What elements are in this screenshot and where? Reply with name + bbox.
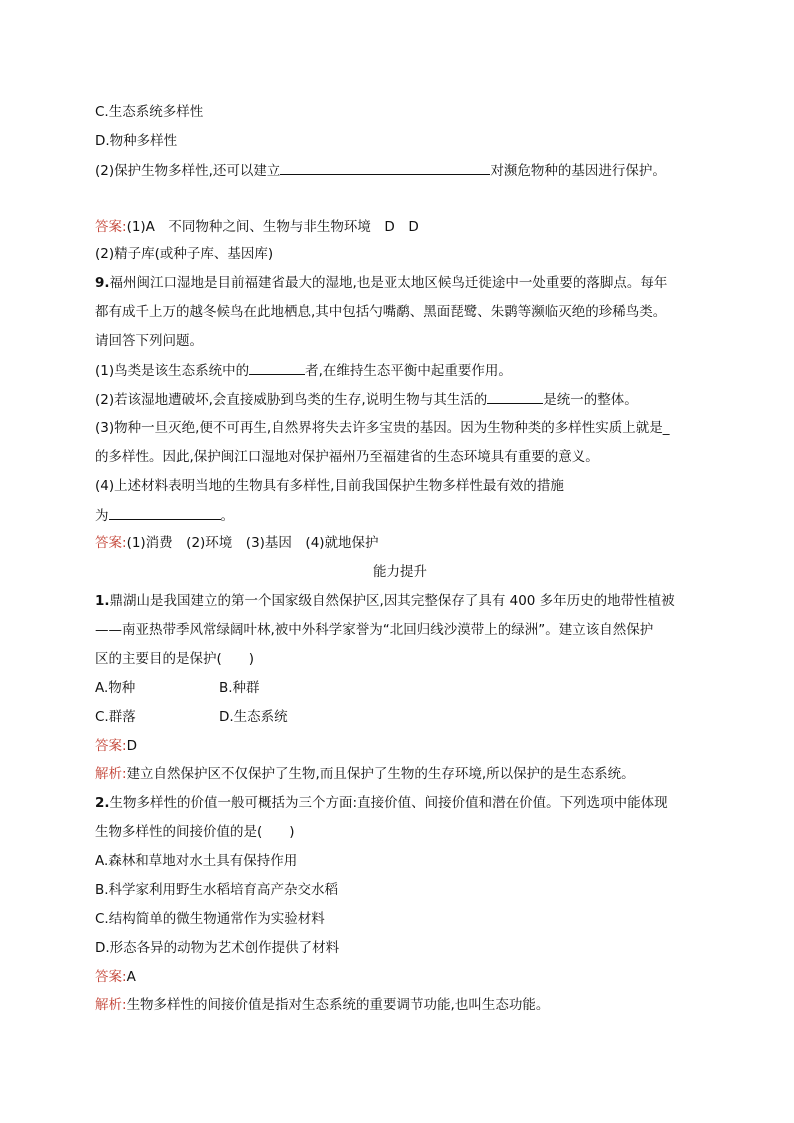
p1-stem-line-2: ——南亚热带季风常绿阔叶林,被中外科学家誉为“北回归线沙漠带上的绿洲”。建立该自然保护 — [95, 622, 654, 638]
q8-option-d: D.物种多样性 — [95, 133, 178, 149]
p1-stem-text-1: 鼎湖山是我国建立的第一个国家级自然保护区,因其完整保存了具有 400 多年历史的地带性植被 — [109, 593, 675, 609]
q8-sub2-suffix: 对濒危物种的基因进行保护。 — [490, 163, 666, 179]
q9-subquestion-4-line-1: (4)上述材料表明当地的生物具有多样性,目前我国保护生物多样性最有效的措施 — [95, 478, 564, 494]
q9-sub4-suffix: 。 — [220, 508, 234, 524]
q9-subquestion-1 — [95, 360, 705, 381]
p2-option-a: A.森林和草地对水土具有保持作用 — [95, 853, 298, 869]
p1-answer — [95, 736, 705, 756]
q9-stem-text-1: 福州闽江口湿地是目前福建省最大的湿地,也是亚太地区候鸟迁徙途中一处重要的落脚点。每年 — [109, 275, 668, 291]
analysis-label: 解析: — [95, 997, 127, 1013]
p1-stem-line-3: 区的主要目的是保护( ) — [95, 651, 255, 667]
q9-sub2-prefix: (2)若该湿地遭破坏,会直接威胁到鸟类的生存,说明生物与其生活的 — [95, 392, 488, 408]
q9-subquestion-2 — [95, 389, 705, 410]
p1-analysis-text: 建立自然保护区不仅保护了生物,而且保护了生物的生存环境,所以保护的是生态系统。 — [126, 766, 635, 782]
p1-option-d: D.生态系统 — [219, 709, 288, 725]
p2-stem-line-1 — [95, 793, 705, 813]
answer-label: 答案: — [95, 969, 127, 985]
q8-answer-line-1 — [95, 217, 705, 237]
q9-stem-line-2: 都有成千上万的越冬候鸟在此地栖息,其中包括勺嘴鹬、黑面琵鹭、朱鹮等濒临灭绝的珍稀鸟类。 — [95, 304, 667, 320]
answer-blank — [109, 505, 221, 520]
p1-answer-value: D — [126, 738, 137, 754]
p1-options-row-1 — [95, 678, 705, 698]
p2-answer — [95, 967, 705, 987]
p1-stem-line-1 — [95, 591, 705, 611]
q9-subquestion-3-line-2: 的多样性。因此,保护闽江口湿地对保护福州乃至福建省的生态环境具有重要的意义。 — [95, 449, 599, 465]
answer-label: 答案: — [95, 738, 127, 754]
q9-sub1-suffix: 者,在维持生态平衡中起重要作用。 — [305, 363, 512, 379]
p1-option-b: B.种群 — [219, 680, 260, 696]
q9-answer-text: (1)消费 (2)环境 (3)基因 (4)就地保护 — [126, 535, 379, 551]
q8-sub2-prefix: (2)保护生物多样性,还可以建立 — [95, 163, 281, 179]
answer-label: 答案: — [95, 219, 127, 235]
q8-option-c: C.生态系统多样性 — [95, 104, 204, 120]
answer-blank — [249, 360, 305, 375]
p2-answer-value: A — [126, 969, 136, 985]
p2-stem-text-1: 生物多样性的价值一般可概括为三个方面:直接价值、间接价值和潜在价值。下列选项中能体现 — [109, 795, 668, 811]
p2-analysis-text: 生物多样性的间接价值是指对生态系统的重要调节功能,也叫生态功能。 — [126, 997, 550, 1013]
answer-label: 答案: — [95, 535, 127, 551]
analysis-label: 解析: — [95, 766, 127, 782]
p2-stem-line-2: 生物多样性的间接价值的是( ) — [95, 824, 295, 840]
answer-blank — [280, 160, 490, 175]
p2-analysis — [95, 995, 705, 1015]
answer-blank — [487, 389, 543, 404]
question-number: 2. — [95, 795, 110, 811]
q9-sub1-prefix: (1)鸟类是该生态系统中的 — [95, 363, 250, 379]
q9-subquestion-4-line-2 — [95, 505, 705, 526]
question-number: 1. — [95, 593, 110, 609]
p1-option-a: A.物种 — [95, 680, 136, 696]
question-number: 9. — [95, 275, 110, 291]
p1-analysis — [95, 764, 705, 784]
q9-answer — [95, 533, 705, 553]
q8-subquestion-2 — [95, 160, 705, 181]
q9-stem-line-3: 请回答下列问题。 — [95, 333, 203, 349]
q8-answer-text-1: (1)A 不同物种之间、生物与非生物环境 D D — [126, 219, 419, 235]
p2-option-c: C.结构简单的微生物通常作为实验材料 — [95, 911, 325, 927]
p2-option-d: D.形态各异的动物为艺术创作提供了材料 — [95, 940, 340, 956]
p2-option-b: B.科学家利用野生水稻培育高产杂交水稻 — [95, 882, 339, 898]
q9-subquestion-3-line-1: (3)物种一旦灭绝,便不可再生,自然界将失去许多宝贵的基因。因为生物种类的多样性实质上就是_ — [95, 420, 670, 436]
p1-options-row-2 — [95, 707, 705, 727]
q8-answer-line-2: (2)精子库(或种子库、基因库) — [95, 246, 274, 262]
q9-stem-line-1 — [95, 273, 705, 293]
q9-sub4-prefix: 为 — [95, 508, 109, 524]
section-title: 能力提升 — [373, 564, 427, 580]
q9-sub2-suffix: 是统一的整体。 — [543, 392, 638, 408]
p1-option-c: C.群落 — [95, 709, 136, 725]
